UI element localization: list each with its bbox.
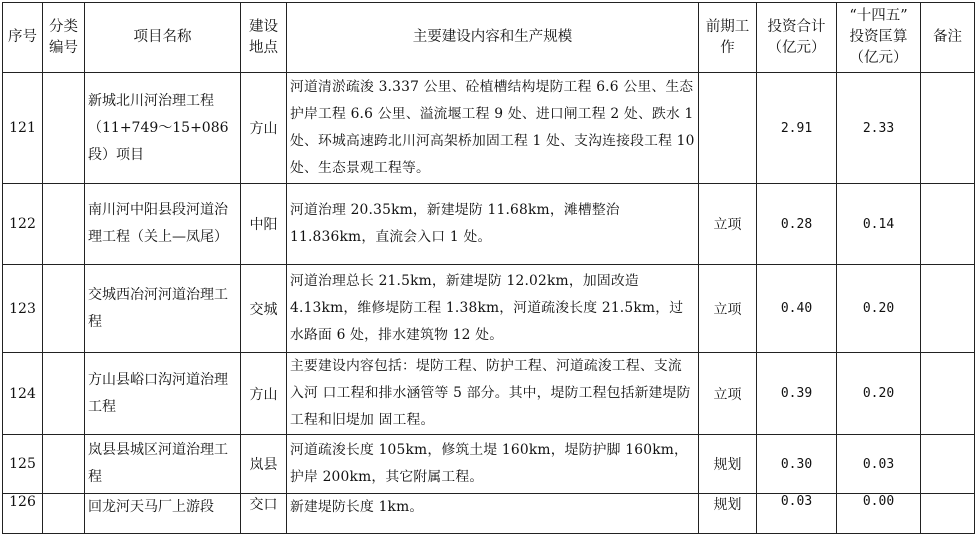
row-plan-investment: 2.33 bbox=[837, 73, 921, 184]
row-seq: 121 bbox=[3, 73, 43, 184]
row-prework bbox=[699, 73, 757, 184]
table-row bbox=[3, 435, 975, 494]
row-site: 岚县 bbox=[241, 435, 287, 494]
row-seq: 126 bbox=[3, 494, 43, 534]
row-prework: 立项 bbox=[699, 353, 757, 435]
header-site: 建设地点 bbox=[241, 3, 287, 73]
row-content: 新建堤防长度 1km。 bbox=[287, 494, 699, 534]
row-project-name: 方山县峪口沟河道治理工程 bbox=[85, 353, 241, 435]
row-prework: 立项 bbox=[699, 184, 757, 265]
header-investment-total: 投资合计（亿元） bbox=[757, 3, 837, 73]
header-plan-quote-close: ” bbox=[900, 8, 908, 24]
row-prework: 规划 bbox=[699, 494, 757, 534]
row-project-name: 新城北川河治理工程（11+749〜15+086段）项目 bbox=[85, 73, 241, 184]
row-plan-investment: 0.20 bbox=[837, 265, 921, 353]
row-project-name: 回龙河天马厂上游段 bbox=[85, 494, 241, 534]
row-site: 方山 bbox=[241, 353, 287, 435]
row-site: 中阳 bbox=[241, 184, 287, 265]
row-plan-investment: 0.00 bbox=[837, 494, 921, 534]
row-content: 河道疏浚长度 105km，修筑土堤 160km，堤防护脚 160km，护岸 200km，其它附属工程。 bbox=[287, 435, 699, 494]
row-content: 主要建设内容包括：堤防工程、防护工程、河道疏浚工程、支流入河 口工程和排水涵管等 5 部分。其中，堤防工程包括新建堤防工程和旧堤加 固工程。 bbox=[287, 353, 699, 435]
header-seq: 序号 bbox=[3, 3, 43, 73]
row-plan-investment: 0.03 bbox=[837, 435, 921, 494]
row-content: 河道清淤疏浚 3.337 公里、砼植槽结构堤防工程 6.6 公里、生态护岸工程 6.6 公里、溢流堰工程 9 处、进口闸工程 2 处、跌水 1 处、环城高速跨北川河高架桥加固工程 1 处、支沟连接段工程 10 处、生态景观工程等。 bbox=[287, 73, 699, 184]
header-plan-label: 十四五 bbox=[856, 8, 901, 24]
header-plan-rest: 投资匡算（亿元） bbox=[849, 29, 908, 66]
row-investment-total: 0.28 bbox=[757, 184, 837, 265]
row-category bbox=[43, 353, 85, 435]
row-seq: 122 bbox=[3, 184, 43, 265]
row-content: 河道治理 20.35km，新建堤防 11.68km，滩槽整治 11.836km，直流会入口 1 处。 bbox=[287, 184, 699, 265]
row-prework: 规划 bbox=[699, 435, 757, 494]
row-remark bbox=[921, 73, 975, 184]
row-investment-total: 0.03 bbox=[757, 494, 837, 534]
header-project-name: 项目名称 bbox=[85, 3, 241, 73]
header-plan-investment bbox=[837, 3, 921, 73]
row-investment-total: 0.40 bbox=[757, 265, 837, 353]
row-investment-total: 0.39 bbox=[757, 353, 837, 435]
row-content: 河道治理总长 21.5km，新建堤防 12.02km，加固改造 4.13km，维修堤防工程 1.38km，河道疏浚长度 21.5km，过水路面 6 处，排水建筑物 12 处。 bbox=[287, 265, 699, 353]
table-row bbox=[3, 184, 975, 265]
row-prework: 立项 bbox=[699, 265, 757, 353]
row-category bbox=[43, 73, 85, 184]
row-remark bbox=[921, 494, 975, 534]
row-project-name: 南川河中阳县段河道治理工程（关上—凤尾） bbox=[85, 184, 241, 265]
table-row bbox=[3, 265, 975, 353]
project-table bbox=[2, 2, 975, 534]
header-plan-quote-open: “ bbox=[849, 8, 857, 24]
header-prework: 前期工作 bbox=[699, 3, 757, 73]
row-category bbox=[43, 435, 85, 494]
row-category bbox=[43, 494, 85, 534]
table-row bbox=[3, 73, 975, 184]
row-project-name: 岚县县城区河道治理工程 bbox=[85, 435, 241, 494]
row-remark bbox=[921, 265, 975, 353]
header-row bbox=[3, 3, 975, 73]
row-category bbox=[43, 265, 85, 353]
table-row bbox=[3, 494, 975, 534]
row-remark bbox=[921, 435, 975, 494]
row-plan-investment: 0.14 bbox=[837, 184, 921, 265]
header-content: 主要建设内容和生产规模 bbox=[287, 3, 699, 73]
row-seq: 125 bbox=[3, 435, 43, 494]
row-remark bbox=[921, 353, 975, 435]
row-seq: 124 bbox=[3, 353, 43, 435]
row-investment-total: 2.91 bbox=[757, 73, 837, 184]
header-category: 分类编号 bbox=[43, 3, 85, 73]
row-remark bbox=[921, 184, 975, 265]
row-seq: 123 bbox=[3, 265, 43, 353]
row-site: 方山 bbox=[241, 73, 287, 184]
row-site: 交口 bbox=[241, 494, 287, 534]
header-remark: 备注 bbox=[921, 3, 975, 73]
row-site: 交城 bbox=[241, 265, 287, 353]
row-category bbox=[43, 184, 85, 265]
table-row bbox=[3, 353, 975, 435]
row-project-name: 交城西冶河河道治理工程 bbox=[85, 265, 241, 353]
row-plan-investment: 0.20 bbox=[837, 353, 921, 435]
row-investment-total: 0.30 bbox=[757, 435, 837, 494]
